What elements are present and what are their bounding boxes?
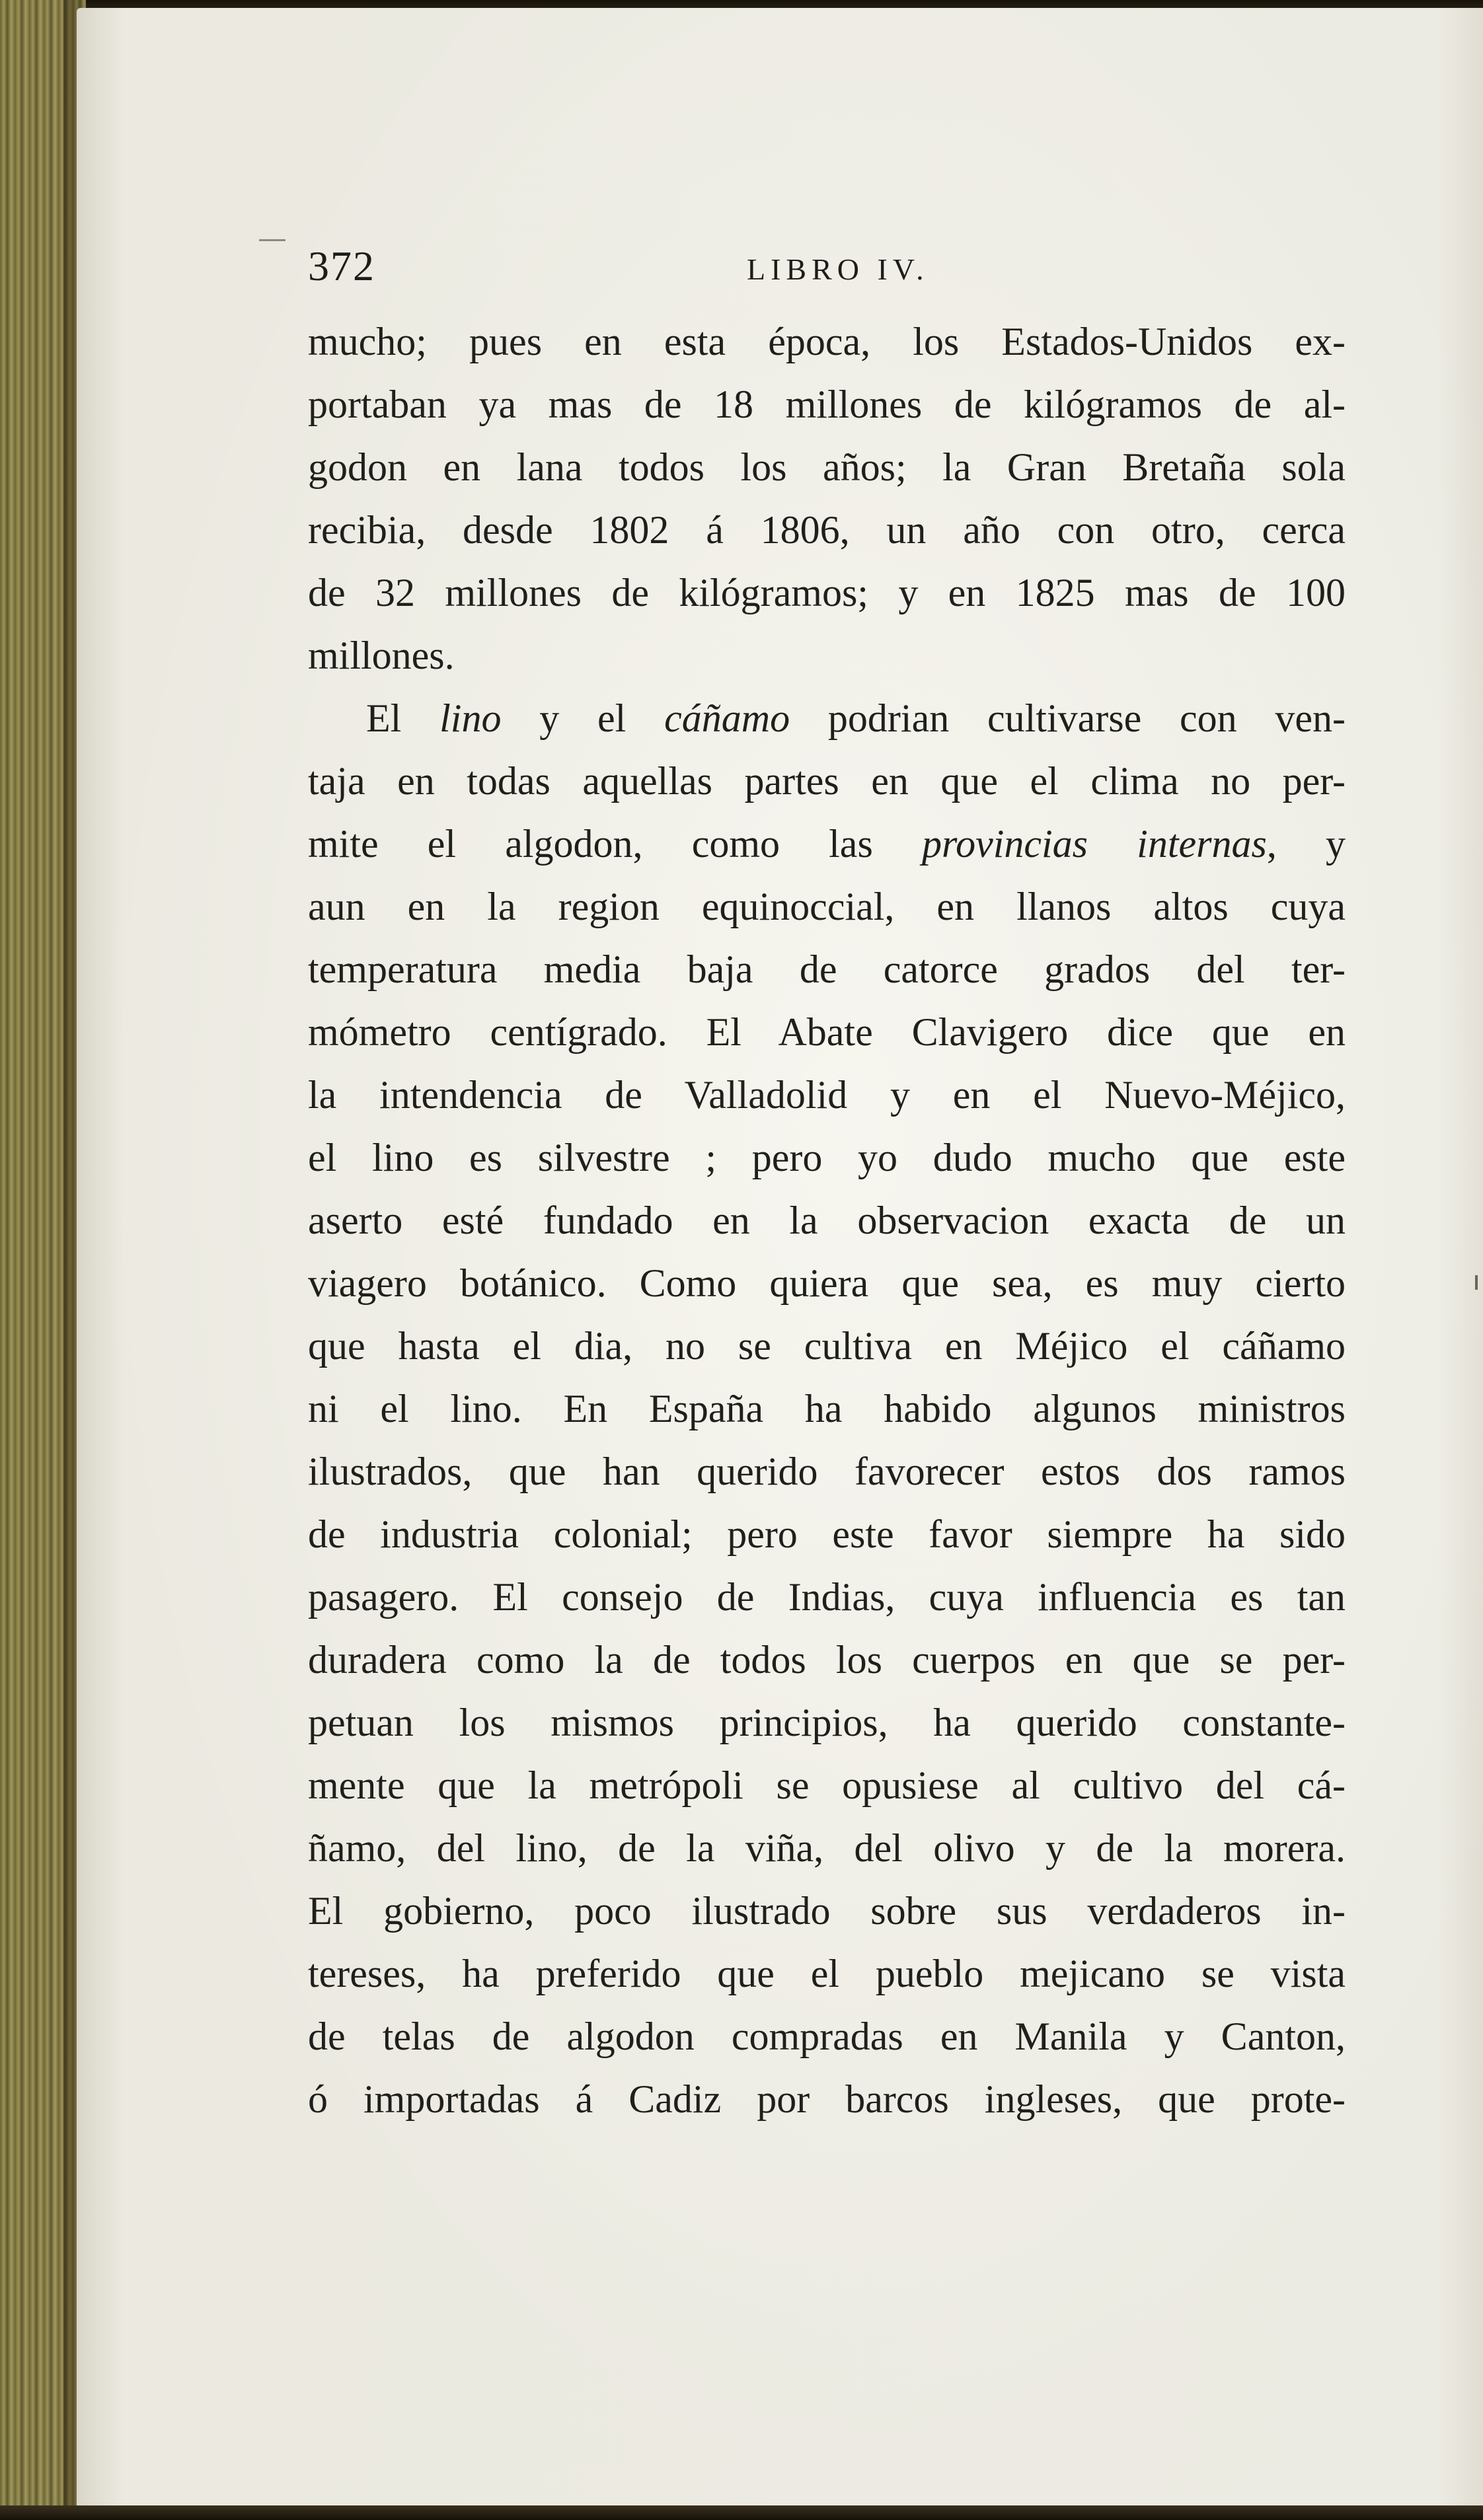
text-line: taja en todas aquellas partes en que el clima no per-: [308, 759, 1346, 803]
text-line: ilustrados, que han querido favorecer estos dos ramos: [308, 1450, 1346, 1493]
text-line: el lino es silvestre ; pero yo dudo mucho que este: [308, 1136, 1346, 1179]
header-dash: [259, 239, 285, 241]
text-line: la intendencia de Valladolid y en el Nuevo-Méjico,: [308, 1073, 1346, 1117]
text-line: mente que la metrópoli se opusiese al cultivo del cá-: [308, 1763, 1346, 1807]
text-line: de telas de algodon compradas en Manila y Canton,: [308, 2015, 1346, 2058]
text-line: millones.: [308, 634, 455, 677]
text-line: pasagero. El consejo de Indias, cuya influencia es tan: [308, 1575, 1346, 1619]
para-start-word: El: [366, 696, 402, 740]
text-line: de 32 millones de kilógramos; y en 1825 mas de 100: [308, 571, 1346, 614]
text-line: ni el lino. En España ha habido algunos ministros: [308, 1387, 1346, 1430]
text-fragment: , y: [1266, 822, 1346, 866]
page-number: 372: [308, 242, 375, 289]
margin-speck: [1475, 1275, 1478, 1290]
text-line-paragraph-start: [308, 687, 1346, 750]
running-head: LIBRO IV.: [747, 252, 929, 286]
italic-term-lino: lino: [439, 696, 502, 740]
text-line: aun en la region equinoccial, en llanos altos cuya: [308, 885, 1346, 928]
text-line: mómetro centígrado. El Abate Clavigero dice que en: [308, 1010, 1346, 1054]
text-line-italic: [308, 813, 1346, 875]
text-line: temperatura media baja de catorce grados del ter-: [308, 947, 1346, 991]
text-line: tereses, ha preferido que el pueblo mejicano se vista: [308, 1952, 1346, 1995]
text-line: El gobierno, poco ilustrado sobre sus verdaderos in-: [308, 1889, 1346, 1933]
text-line: godon en lana todos los años; la Gran Bretaña sola: [308, 445, 1346, 489]
body-text: [308, 311, 1346, 2131]
text-line: ñamo, del lino, de la viña, del olivo y de la morera.: [308, 1826, 1346, 1870]
text-line: viagero botánico. Como quiera que sea, es muy cierto: [308, 1261, 1346, 1305]
text-fragment: mite el algodon, como las: [308, 822, 873, 866]
text-line: de industria colonial; pero este favor siempre ha sido: [308, 1512, 1346, 1556]
text-line: recibia, desde 1802 á 1806, un año con otro, cerca: [308, 508, 1346, 552]
bottom-shadow: [0, 2505, 1483, 2520]
text-line: duradera como la de todos los cuerpos en que se per-: [308, 1638, 1346, 1682]
text-line: aserto esté fundado en la observacion exacta de un: [308, 1199, 1346, 1242]
text-line: mucho; pues en esta época, los Estados-Unidos ex-: [308, 320, 1346, 363]
italic-term-provincias: provincias internas: [921, 822, 1267, 866]
text-line: que hasta el dia, no se cultiva en Méjico el cáñamo: [308, 1324, 1346, 1368]
page-header: [308, 237, 1346, 296]
italic-term-canamo: cáñamo: [664, 696, 790, 740]
text-line: petuan los mismos principios, ha querido constante-: [308, 1701, 1346, 1744]
text-fragment: y el: [539, 696, 627, 740]
text-fragment: podrian cultivarse con ven-: [827, 696, 1346, 740]
text-line: ó importadas á Cadiz por barcos ingleses, que prote-: [308, 2077, 1346, 2121]
text-line: portaban ya mas de 18 millones de kilógramos de al-: [308, 383, 1346, 426]
